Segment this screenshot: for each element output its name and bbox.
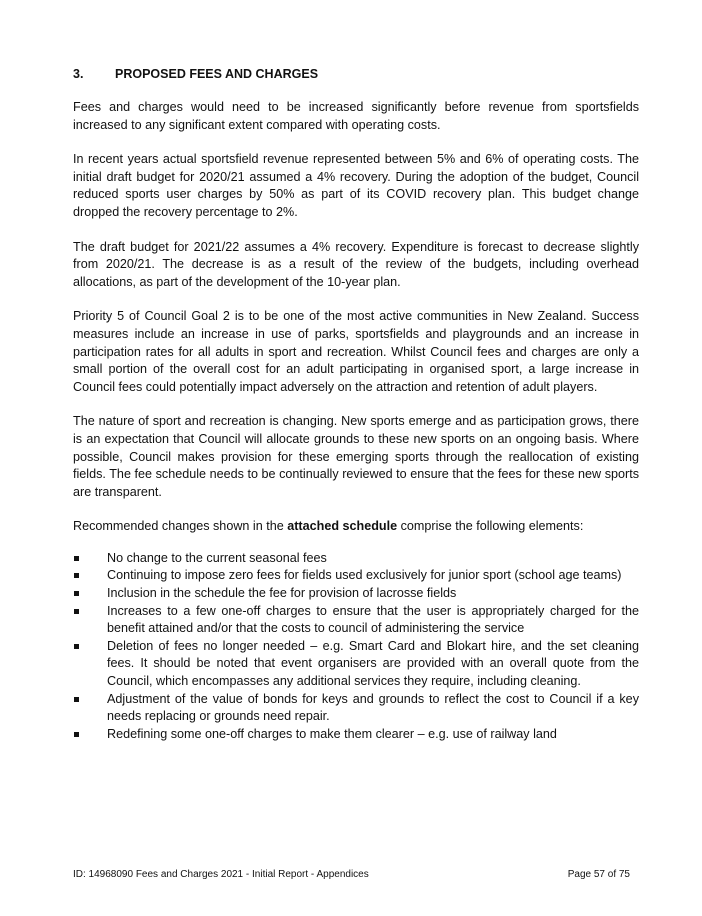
section-heading (73, 66, 639, 83)
list-item-text: Inclusion in the schedule the fee for provision of lacrosse fields (107, 586, 457, 601)
list-item (73, 603, 639, 638)
paragraph-1: Fees and charges would need to be increased significantly before revenue from sportsfields increased to any significant extent compared with operating costs. (73, 100, 639, 132)
list-item-text: Redefining some one-off charges to make them clearer – e.g. use of railway land (107, 726, 557, 741)
bullet-square-icon (74, 573, 79, 578)
intro-text-before: Recommended changes shown in the (73, 519, 288, 534)
list-item (73, 550, 639, 568)
section-number: 3. (73, 67, 84, 81)
bullet-square-icon (74, 609, 79, 614)
bullet-square-icon (74, 644, 79, 649)
changes-list (73, 550, 639, 744)
list-item (73, 638, 639, 691)
list-item (73, 567, 639, 585)
attached-schedule-reference: attached schedule (287, 519, 398, 534)
schedule-intro (73, 518, 639, 536)
bullet-square-icon (74, 591, 79, 596)
list-item-text: No change to the current seasonal fees (107, 550, 327, 565)
bullet-square-icon (74, 697, 79, 702)
document-id: ID: 14968090 Fees and Charges 2021 - Initial Report - Appendices (73, 869, 369, 880)
bullet-square-icon (74, 556, 79, 561)
paragraph-3: The draft budget for 2021/22 assumes a 4% recovery. Expenditure is forecast to decrease slightly from 2020/21. The decrease is as a result of the review of the budgets, including overhead allocations, as part of the development of the 10-year plan. (73, 239, 639, 289)
list-item (73, 726, 639, 744)
list-item (73, 691, 639, 726)
intro-text-after: comprise the following elements: (397, 519, 584, 534)
list-item-text: Continuing to impose zero fees for fields used exclusively for junior sport (school age teams) (107, 568, 622, 583)
document-page (73, 66, 639, 743)
paragraph-5: The nature of sport and recreation is changing. New sports emerge and as participation grows, there is an expectation that Council will allocate grounds to these new sports on an ongoing basis. Where possible, Council makes provision for these emerging sports through the reallocation of existing fields. The fee schedule needs to be continually reviewed to ensure that the fees for these new sports are transparent. (73, 414, 639, 499)
paragraph-2: In recent years actual sportsfield revenue represented between 5% and 6% of operating costs. The initial draft budget for 2020/21 assumed a 4% recovery. During the adoption of the budget, Council reduced sports user charges by 50% as part of its COVID recovery plan. This budget change dropped the recovery percentage to 2%. (73, 152, 639, 219)
section-title: PROPOSED FEES AND CHARGES (115, 67, 319, 81)
list-item (73, 585, 639, 603)
page-number: Page 57 of 75 (567, 869, 630, 880)
list-item-text: Increases to a few one-off charges to ensure that the user is appropriately charged for the benefit attained and/or that the costs to council of administering the service (107, 603, 639, 636)
bullet-square-icon (74, 732, 79, 737)
list-item-text: Deletion of fees no longer needed – e.g. Smart Card and Blokart hire, and the set cleaning fees. It should be noted that event organisers are provided with an overall quote from the Council, which encompasses any additional services they require, including cleaning. (107, 638, 639, 689)
list-item-text: Adjustment of the value of bonds for keys and grounds to reflect the cost to Council if a key needs replacing or grounds need repair. (107, 691, 639, 724)
paragraph-4: Priority 5 of Council Goal 2 is to be one of the most active communities in New Zealand. Success measures include an increase in use of parks, sportsfields and playgrounds and an increase in participation rates for all adults in sport and recreation. Whilst Council fees and charges are only a small portion of the overall cost for an adult participating in organised sport, a large increase in Council fees could potentially impact adversely on the attraction and retention of adult players. (73, 309, 639, 394)
page-footer (73, 869, 630, 881)
